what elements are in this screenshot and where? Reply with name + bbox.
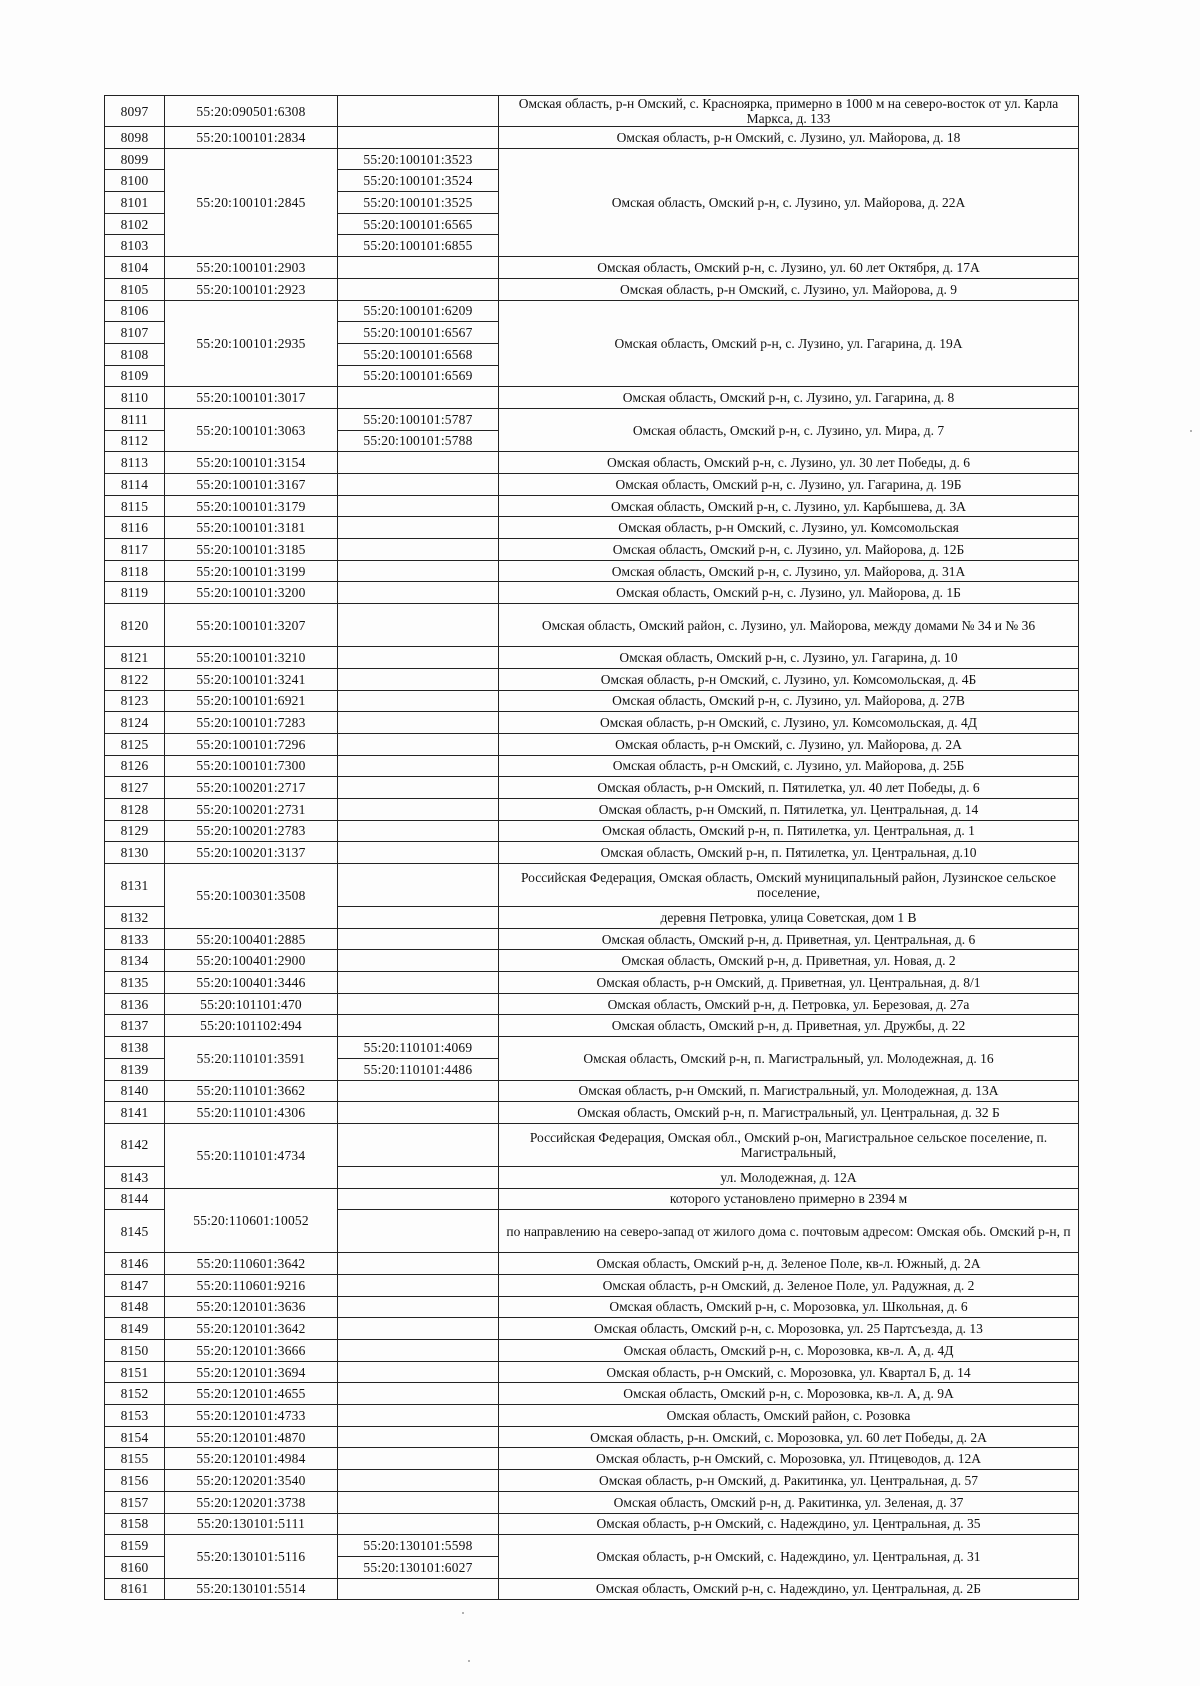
address: Омская область, Омский р-н, д. Петровка, ул. Березовая, д. 27а xyxy=(499,993,1079,1015)
row-number: 8127 xyxy=(105,777,165,799)
address: Омская область, р-н Омский, п. Пятилетка, ул. 40 лет Победы, д. 6 xyxy=(499,777,1079,799)
row-number: 8134 xyxy=(105,950,165,972)
scan-speck xyxy=(468,1660,470,1662)
cadastral-number: 55:20:110601:9216 xyxy=(165,1274,338,1296)
address: Омская область, Омский р-н, п. Магистральный, ул. Центральная, д. 32 Б xyxy=(499,1102,1079,1124)
table-row xyxy=(105,972,1079,994)
sub-cadastral-number: 55:20:100101:6565 xyxy=(338,213,499,235)
row-number: 8133 xyxy=(105,928,165,950)
sub-cadastral-number xyxy=(338,950,499,972)
address: Омская область, р-н Омский, д. Приветная, ул. Центральная, д. 8/1 xyxy=(499,972,1079,994)
cadastral-number: 55:20:100101:3200 xyxy=(165,582,338,604)
sub-cadastral-number xyxy=(338,582,499,604)
sub-cadastral-number xyxy=(338,127,499,149)
row-number: 8145 xyxy=(105,1210,165,1253)
address: Российская Федерация, Омская обл., Омский р-он, Магистральное сельское поселение, п. Магистральный, xyxy=(499,1123,1079,1166)
address: Омская область, р-н Омский, с. Лузино, ул. Майорова, д. 9 xyxy=(499,278,1079,300)
address: Омская область, р-н Омский, с. Морозовка, ул. Птицеводов, д. 12А xyxy=(499,1448,1079,1470)
address: Омская область, Омский р-н, с. Лузино, ул. Майорова, д. 27В xyxy=(499,690,1079,712)
sub-cadastral-number: 55:20:100101:5787 xyxy=(338,408,499,430)
sub-cadastral-number xyxy=(338,1448,499,1470)
table-row xyxy=(105,1318,1079,1340)
cadastral-number: 55:20:100201:2783 xyxy=(165,820,338,842)
sub-cadastral-number xyxy=(338,1318,499,1340)
cadastral-number: 55:20:100401:2900 xyxy=(165,950,338,972)
cadastral-number: 55:20:100201:3137 xyxy=(165,842,338,864)
table-row xyxy=(105,777,1079,799)
table-row xyxy=(105,1188,1079,1210)
address: Омская область, р-н Омский, п. Пятилетка, ул. Центральная, д. 14 xyxy=(499,798,1079,820)
cadastral-number: 55:20:120201:3738 xyxy=(165,1491,338,1513)
row-number: 8135 xyxy=(105,972,165,994)
table-row xyxy=(105,1123,1079,1166)
row-number: 8143 xyxy=(105,1166,165,1188)
row-number: 8152 xyxy=(105,1383,165,1405)
table-row xyxy=(105,1448,1079,1470)
sub-cadastral-number xyxy=(338,96,499,127)
row-number: 8120 xyxy=(105,604,165,647)
cadastral-number: 55:20:100101:3167 xyxy=(165,474,338,496)
address: Омская область, Омский р-н, с. Лузино, ул. Гагарина, д. 10 xyxy=(499,647,1079,669)
address: Омская область, Омский р-н, с. Морозовка, ул. Школьная, д. 6 xyxy=(499,1296,1079,1318)
sub-cadastral-number xyxy=(338,993,499,1015)
cadastral-number: 55:20:100101:3199 xyxy=(165,560,338,582)
cadastral-number: 55:20:100101:2923 xyxy=(165,278,338,300)
address: Омская область, Омский р-н, с. Лузино, ул. Гагарина, д. 8 xyxy=(499,387,1079,409)
sub-cadastral-number xyxy=(338,907,499,929)
row-number: 8144 xyxy=(105,1188,165,1210)
row-number: 8149 xyxy=(105,1318,165,1340)
cadastral-number: 55:20:100101:3185 xyxy=(165,539,338,561)
table-row xyxy=(105,993,1079,1015)
table-row xyxy=(105,820,1079,842)
row-number: 8132 xyxy=(105,907,165,929)
table-row xyxy=(105,1513,1079,1535)
table-row xyxy=(105,1340,1079,1362)
sub-cadastral-number xyxy=(338,1405,499,1427)
table-row xyxy=(105,495,1079,517)
sub-cadastral-number xyxy=(338,474,499,496)
address: Омская область, р-н Омский, с. Лузино, ул. Комсомольская xyxy=(499,517,1079,539)
address: Омская область, р-н Омский, п. Магистральный, ул. Молодежная, д. 13А xyxy=(499,1080,1079,1102)
sub-cadastral-number xyxy=(338,972,499,994)
address: Омская область, Омский р-н, п. Пятилетка, ул. Центральная, д.10 xyxy=(499,842,1079,864)
table-row xyxy=(105,148,1079,170)
row-number: 8107 xyxy=(105,322,165,344)
row-number: 8103 xyxy=(105,235,165,257)
row-number: 8123 xyxy=(105,690,165,712)
address: Омская область, р-н Омский, с. Красноярка, примерно в 1000 м на северо-восток от ул. Карла Маркса, д. 133 xyxy=(499,96,1079,127)
address: Омская область, Омский р-н, д. Ракитинка, ул. Зеленая, д. 37 xyxy=(499,1491,1079,1513)
sub-cadastral-number xyxy=(338,1491,499,1513)
sub-cadastral-number xyxy=(338,560,499,582)
sub-cadastral-number: 55:20:100101:6569 xyxy=(338,365,499,387)
table-row xyxy=(105,733,1079,755)
cadastral-number: 55:20:100301:3508 xyxy=(165,864,338,929)
table-row xyxy=(105,1535,1079,1557)
address: Омская область, Омский р-н, с. Лузино, ул. Гагарина, д. 19А xyxy=(499,300,1079,387)
cadastral-number: 55:20:120101:3694 xyxy=(165,1361,338,1383)
address: Омская область, Омский р-н, д. Приветная, ул. Новая, д. 2 xyxy=(499,950,1079,972)
sub-cadastral-number: 55:20:100101:6567 xyxy=(338,322,499,344)
row-number: 8138 xyxy=(105,1037,165,1059)
row-number: 8142 xyxy=(105,1123,165,1166)
row-number: 8148 xyxy=(105,1296,165,1318)
row-number: 8141 xyxy=(105,1102,165,1124)
row-number: 8128 xyxy=(105,798,165,820)
sub-cadastral-number xyxy=(338,668,499,690)
row-number: 8118 xyxy=(105,560,165,582)
sub-cadastral-number: 55:20:130101:6027 xyxy=(338,1556,499,1578)
row-number: 8154 xyxy=(105,1426,165,1448)
address: Омская область, р-н Омский, д. Зеленое Поле, ул. Радужная, д. 2 xyxy=(499,1274,1079,1296)
table-row xyxy=(105,387,1079,409)
address: Омская область, Омский р-н, п. Магистральный, ул. Молодежная, д. 16 xyxy=(499,1037,1079,1080)
cadastral-number: 55:20:100101:2935 xyxy=(165,300,338,387)
row-number: 8105 xyxy=(105,278,165,300)
cadastral-number: 55:20:120101:4870 xyxy=(165,1426,338,1448)
sub-cadastral-number xyxy=(338,495,499,517)
row-number: 8137 xyxy=(105,1015,165,1037)
scan-speck xyxy=(1190,430,1192,432)
row-number: 8158 xyxy=(105,1513,165,1535)
address: Омская область, Омский р-н, с. Лузино, ул. Мира, д. 7 xyxy=(499,408,1079,451)
address: Омская область, Омский р-н, с. Морозовка, ул. 25 Партсъезда, д. 13 xyxy=(499,1318,1079,1340)
cadastral-number: 55:20:120201:3540 xyxy=(165,1470,338,1492)
row-number: 8106 xyxy=(105,300,165,322)
cadastral-number: 55:20:101101:470 xyxy=(165,993,338,1015)
address: Омская область, Омский р-н, с. Лузино, ул. Карбышева, д. 3А xyxy=(499,495,1079,517)
sub-cadastral-number xyxy=(338,387,499,409)
address: Омская область, Омский р-н, с. Лузино, ул. Майорова, д. 12Б xyxy=(499,539,1079,561)
cadastral-number: 55:20:100101:3154 xyxy=(165,452,338,474)
cadastral-number: 55:20:130101:5111 xyxy=(165,1513,338,1535)
table-row xyxy=(105,539,1079,561)
row-number: 8110 xyxy=(105,387,165,409)
table-row xyxy=(105,1361,1079,1383)
cadastral-number: 55:20:110101:3591 xyxy=(165,1037,338,1080)
sub-cadastral-number xyxy=(338,733,499,755)
cadastral-number: 55:20:120101:4984 xyxy=(165,1448,338,1470)
sub-cadastral-number: 55:20:130101:5598 xyxy=(338,1535,499,1557)
address: Омская область, р-н Омский, с. Лузино, ул. Майорова, д. 25Б xyxy=(499,755,1079,777)
row-number: 8111 xyxy=(105,408,165,430)
address: Омская область, Омский р-н, д. Приветная, ул. Дружбы, д. 22 xyxy=(499,1015,1079,1037)
sub-cadastral-number xyxy=(338,278,499,300)
cadastral-number: 55:20:110101:4734 xyxy=(165,1123,338,1188)
table-row xyxy=(105,452,1079,474)
table-row xyxy=(105,755,1079,777)
cadastral-number: 55:20:130101:5514 xyxy=(165,1578,338,1600)
sub-cadastral-number xyxy=(338,517,499,539)
row-number: 8117 xyxy=(105,539,165,561)
sub-cadastral-number xyxy=(338,452,499,474)
row-number: 8140 xyxy=(105,1080,165,1102)
table-row xyxy=(105,864,1079,907)
cadastral-number: 55:20:100101:7283 xyxy=(165,712,338,734)
cadastral-number: 55:20:100101:3210 xyxy=(165,647,338,669)
sub-cadastral-number: 55:20:110101:4486 xyxy=(338,1058,499,1080)
row-number: 8131 xyxy=(105,864,165,907)
table-row xyxy=(105,1274,1079,1296)
cadastral-number: 55:20:100401:3446 xyxy=(165,972,338,994)
cadastral-number: 55:20:100101:3179 xyxy=(165,495,338,517)
cadastral-number: 55:20:120101:4733 xyxy=(165,1405,338,1427)
address: Омская область, Омский р-н, с. Лузино, ул. 30 лет Победы, д. 6 xyxy=(499,452,1079,474)
row-number: 8125 xyxy=(105,733,165,755)
table-row xyxy=(105,1426,1079,1448)
row-number: 8122 xyxy=(105,668,165,690)
sub-cadastral-number xyxy=(338,1015,499,1037)
table-row xyxy=(105,1080,1079,1102)
sub-cadastral-number xyxy=(338,864,499,907)
address: Омская область, Омский р-н, с. Лузино, ул. Гагарина, д. 19Б xyxy=(499,474,1079,496)
table-row xyxy=(105,1383,1079,1405)
sub-cadastral-number xyxy=(338,777,499,799)
address: деревня Петровка, улица Советская, дом 1 В xyxy=(499,907,1079,929)
cadastral-number: 55:20:100101:2834 xyxy=(165,127,338,149)
sub-cadastral-number xyxy=(338,1123,499,1166)
cadastral-register-table xyxy=(104,95,1079,1600)
address: Омская область, р-н. Омский, с. Морозовка, ул. 60 лет Победы, д. 2А xyxy=(499,1426,1079,1448)
table-row xyxy=(105,408,1079,430)
cadastral-number: 55:20:100101:2903 xyxy=(165,257,338,279)
sub-cadastral-number xyxy=(338,1188,499,1210)
table-row xyxy=(105,798,1079,820)
sub-cadastral-number xyxy=(338,928,499,950)
sub-cadastral-number xyxy=(338,647,499,669)
sub-cadastral-number: 55:20:100101:3524 xyxy=(338,170,499,192)
table-row xyxy=(105,1405,1079,1427)
address: Омская область, р-н Омский, с. Лузино, ул. Майорова, д. 18 xyxy=(499,127,1079,149)
sub-cadastral-number: 55:20:100101:5788 xyxy=(338,430,499,452)
sub-cadastral-number: 55:20:100101:6855 xyxy=(338,235,499,257)
cadastral-number: 55:20:100101:3017 xyxy=(165,387,338,409)
table-body xyxy=(105,96,1079,1600)
sub-cadastral-number xyxy=(338,712,499,734)
sub-cadastral-number: 55:20:100101:3525 xyxy=(338,192,499,214)
address: Омская область, р-н Омский, с. Надеждино, ул. Центральная, д. 35 xyxy=(499,1513,1079,1535)
address: Омская область, Омский р-н, с. Морозовка, кв-л. А, д. 4Д xyxy=(499,1340,1079,1362)
address: Омская область, Омский район, с. Лузино, ул. Майорова, между домами № 34 и № 36 xyxy=(499,604,1079,647)
table-row xyxy=(105,1102,1079,1124)
table-row xyxy=(105,712,1079,734)
table-row xyxy=(105,560,1079,582)
row-number: 8129 xyxy=(105,820,165,842)
table-row xyxy=(105,842,1079,864)
row-number: 8098 xyxy=(105,127,165,149)
row-number: 8108 xyxy=(105,343,165,365)
address: Российская Федерация, Омская область, Омский муниципальный район, Лузинское сельское поселение, xyxy=(499,864,1079,907)
row-number: 8160 xyxy=(105,1556,165,1578)
sub-cadastral-number xyxy=(338,257,499,279)
sub-cadastral-number xyxy=(338,1578,499,1600)
table-row xyxy=(105,604,1079,647)
sub-cadastral-number xyxy=(338,1253,499,1275)
table-row xyxy=(105,1470,1079,1492)
cadastral-number: 55:20:100101:3063 xyxy=(165,408,338,451)
address: Омская область, Омский район, с. Розовка xyxy=(499,1405,1079,1427)
row-number: 8157 xyxy=(105,1491,165,1513)
sub-cadastral-number xyxy=(338,1426,499,1448)
address: Омская область, Омский р-н, с. Морозовка, кв-л. А, д. 9А xyxy=(499,1383,1079,1405)
sub-cadastral-number xyxy=(338,539,499,561)
table-row xyxy=(105,1296,1079,1318)
row-number: 8147 xyxy=(105,1274,165,1296)
sub-cadastral-number xyxy=(338,604,499,647)
cadastral-number: 55:20:110101:3662 xyxy=(165,1080,338,1102)
table-row xyxy=(105,690,1079,712)
row-number: 8130 xyxy=(105,842,165,864)
cadastral-number: 55:20:120101:4655 xyxy=(165,1383,338,1405)
sub-cadastral-number xyxy=(338,1383,499,1405)
cadastral-number: 55:20:100101:3241 xyxy=(165,668,338,690)
sub-cadastral-number xyxy=(338,1340,499,1362)
row-number: 8101 xyxy=(105,192,165,214)
row-number: 8150 xyxy=(105,1340,165,1362)
table-row xyxy=(105,950,1079,972)
sub-cadastral-number xyxy=(338,1513,499,1535)
sub-cadastral-number xyxy=(338,1361,499,1383)
address: Омская область, р-н Омский, с. Лузино, ул. Майорова, д. 2А xyxy=(499,733,1079,755)
cadastral-number: 55:20:100101:6921 xyxy=(165,690,338,712)
sub-cadastral-number xyxy=(338,690,499,712)
row-number: 8104 xyxy=(105,257,165,279)
table-row xyxy=(105,127,1079,149)
table-row xyxy=(105,1253,1079,1275)
row-number: 8113 xyxy=(105,452,165,474)
row-number: 8124 xyxy=(105,712,165,734)
cadastral-number: 55:20:110601:3642 xyxy=(165,1253,338,1275)
row-number: 8159 xyxy=(105,1535,165,1557)
cadastral-number: 55:20:110601:10052 xyxy=(165,1188,338,1253)
address: Омская область, Омский р-н, с. Лузино, ул. Майорова, д. 31А xyxy=(499,560,1079,582)
table-row xyxy=(105,928,1079,950)
address: Омская область, Омский р-н, д. Приветная, ул. Центральная, д. 6 xyxy=(499,928,1079,950)
table-row xyxy=(105,517,1079,539)
row-number: 8119 xyxy=(105,582,165,604)
sub-cadastral-number xyxy=(338,1080,499,1102)
row-number: 8115 xyxy=(105,495,165,517)
cadastral-number: 55:20:100101:3207 xyxy=(165,604,338,647)
row-number: 8112 xyxy=(105,430,165,452)
sub-cadastral-number: 55:20:100101:6209 xyxy=(338,300,499,322)
address: по направлению на северо-запад от жилого дома с. почтовым адресом: Омская обь. Омский р-н, п xyxy=(499,1210,1079,1253)
cadastral-number: 55:20:120101:3666 xyxy=(165,1340,338,1362)
table-row xyxy=(105,668,1079,690)
address: Омская область, Омский р-н, с. Лузино, ул. Майорова, д. 1Б xyxy=(499,582,1079,604)
table-row xyxy=(105,257,1079,279)
cadastral-number: 55:20:120101:3642 xyxy=(165,1318,338,1340)
cadastral-number: 55:20:100101:3181 xyxy=(165,517,338,539)
cadastral-number: 55:20:100101:2845 xyxy=(165,148,338,256)
sub-cadastral-number xyxy=(338,820,499,842)
sub-cadastral-number xyxy=(338,1274,499,1296)
cadastral-number: 55:20:100101:7296 xyxy=(165,733,338,755)
cadastral-number: 55:20:130101:5116 xyxy=(165,1535,338,1578)
cadastral-number: 55:20:100201:2717 xyxy=(165,777,338,799)
sub-cadastral-number xyxy=(338,1470,499,1492)
row-number: 8156 xyxy=(105,1470,165,1492)
address: Омская область, р-н Омский, с. Морозовка, ул. Квартал Б, д. 14 xyxy=(499,1361,1079,1383)
sub-cadastral-number xyxy=(338,1166,499,1188)
sub-cadastral-number xyxy=(338,1210,499,1253)
sub-cadastral-number xyxy=(338,1296,499,1318)
table-row xyxy=(105,1037,1079,1059)
row-number: 8097 xyxy=(105,96,165,127)
sub-cadastral-number xyxy=(338,842,499,864)
sub-cadastral-number xyxy=(338,798,499,820)
row-number: 8116 xyxy=(105,517,165,539)
cadastral-number: 55:20:120101:3636 xyxy=(165,1296,338,1318)
address: Омская область, Омский р-н, с. Лузино, ул. 60 лет Октября, д. 17А xyxy=(499,257,1079,279)
row-number: 8114 xyxy=(105,474,165,496)
row-number: 8151 xyxy=(105,1361,165,1383)
table-row xyxy=(105,1491,1079,1513)
cadastral-number: 55:20:101102:494 xyxy=(165,1015,338,1037)
address: Омская область, р-н Омский, с. Лузино, ул. Комсомольская, д. 4Д xyxy=(499,712,1079,734)
row-number: 8126 xyxy=(105,755,165,777)
sub-cadastral-number: 55:20:100101:3523 xyxy=(338,148,499,170)
table-row xyxy=(105,300,1079,322)
row-number: 8136 xyxy=(105,993,165,1015)
row-number: 8153 xyxy=(105,1405,165,1427)
row-number: 8161 xyxy=(105,1578,165,1600)
address: Омская область, р-н Омский, д. Ракитинка, ул. Центральная, д. 57 xyxy=(499,1470,1079,1492)
table-row xyxy=(105,278,1079,300)
address: Омская область, Омский р-н, с. Надеждино, ул. Центральная, д. 2Б xyxy=(499,1578,1079,1600)
scan-speck xyxy=(462,1612,464,1614)
address: Омская область, р-н Омский, с. Надеждино, ул. Центральная, д. 31 xyxy=(499,1535,1079,1578)
row-number: 8121 xyxy=(105,647,165,669)
cadastral-number: 55:20:090501:6308 xyxy=(165,96,338,127)
row-number: 8146 xyxy=(105,1253,165,1275)
table-row xyxy=(105,1578,1079,1600)
address: Омская область, Омский р-н, д. Зеленое Поле, кв-л. Южный, д. 2А xyxy=(499,1253,1079,1275)
row-number: 8100 xyxy=(105,170,165,192)
table-row xyxy=(105,647,1079,669)
address: Омская область, Омский р-н, п. Пятилетка, ул. Центральная, д. 1 xyxy=(499,820,1079,842)
sub-cadastral-number xyxy=(338,755,499,777)
row-number: 8155 xyxy=(105,1448,165,1470)
table-row xyxy=(105,1015,1079,1037)
row-number: 8099 xyxy=(105,148,165,170)
cadastral-number: 55:20:100201:2731 xyxy=(165,798,338,820)
table-row xyxy=(105,474,1079,496)
sub-cadastral-number: 55:20:110101:4069 xyxy=(338,1037,499,1059)
sub-cadastral-number: 55:20:100101:6568 xyxy=(338,343,499,365)
sub-cadastral-number xyxy=(338,1102,499,1124)
cadastral-number: 55:20:100401:2885 xyxy=(165,928,338,950)
address: которого установлено примерно в 2394 м xyxy=(499,1188,1079,1210)
cadastral-number: 55:20:110101:4306 xyxy=(165,1102,338,1124)
table-row xyxy=(105,96,1079,127)
table-row xyxy=(105,582,1079,604)
address: ул. Молодежная, д. 12А xyxy=(499,1166,1079,1188)
row-number: 8139 xyxy=(105,1058,165,1080)
row-number: 8102 xyxy=(105,213,165,235)
address: Омская область, Омский р-н, с. Лузино, ул. Майорова, д. 22А xyxy=(499,148,1079,256)
address: Омская область, р-н Омский, с. Лузино, ул. Комсомольская, д. 4Б xyxy=(499,668,1079,690)
cadastral-number: 55:20:100101:7300 xyxy=(165,755,338,777)
row-number: 8109 xyxy=(105,365,165,387)
